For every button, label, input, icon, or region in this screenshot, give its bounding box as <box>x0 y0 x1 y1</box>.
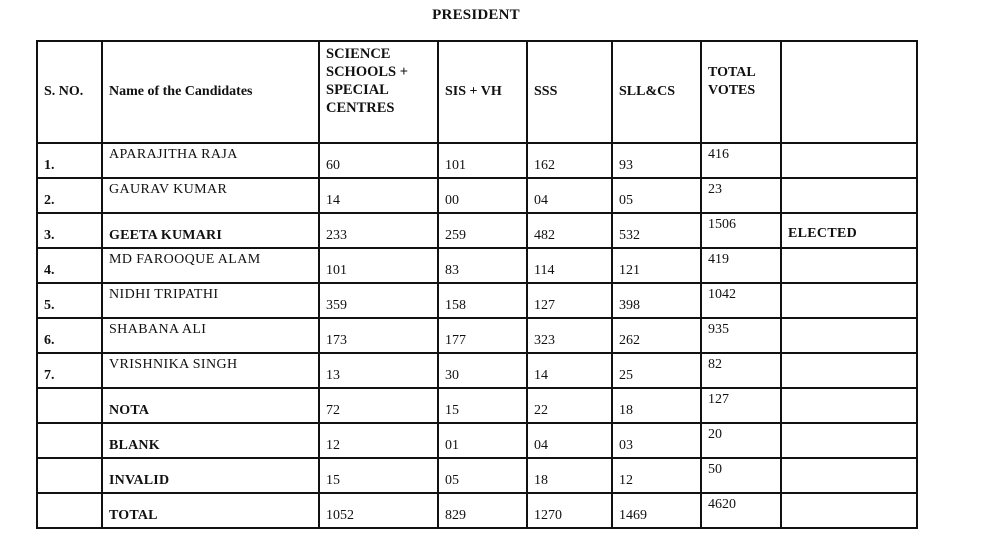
result-note-cell <box>781 213 917 248</box>
serial-number-cell <box>37 178 102 213</box>
sis-votes-cell <box>438 283 527 318</box>
science-votes: 359 <box>326 298 347 313</box>
result-note-cell <box>781 248 917 283</box>
serial-number-cell <box>37 143 102 178</box>
sis-votes: 259 <box>445 228 466 243</box>
sis-votes-cell <box>438 388 527 423</box>
science-votes-cell <box>319 178 438 213</box>
serial-number-cell <box>37 388 102 423</box>
sis-votes-cell <box>438 318 527 353</box>
candidate-name-cell <box>102 213 319 248</box>
sll-votes-cell <box>612 423 701 458</box>
candidate-name: APARAJITHA RAJA <box>109 147 238 162</box>
header-science-line2: SCHOOLS + <box>326 64 408 80</box>
header-sll: SLL&CS <box>612 41 701 143</box>
candidate-name-cell <box>102 283 319 318</box>
candidate-name-cell <box>102 318 319 353</box>
table-row <box>37 388 917 423</box>
sss-votes-cell <box>527 213 612 248</box>
sss-votes: 482 <box>534 228 555 243</box>
sll-votes: 532 <box>619 228 640 243</box>
serial-number: 2. <box>44 193 55 208</box>
result-note-cell <box>781 458 917 493</box>
sis-votes: 177 <box>445 333 466 348</box>
candidate-name-cell <box>102 178 319 213</box>
result-note-cell <box>781 143 917 178</box>
total-votes: 935 <box>708 322 729 337</box>
serial-number-cell <box>37 248 102 283</box>
science-votes-cell <box>319 283 438 318</box>
sll-votes-cell <box>612 318 701 353</box>
total-votes-cell <box>701 143 781 178</box>
candidate-name: GAURAV KUMAR <box>109 182 228 197</box>
sis-votes-cell <box>438 143 527 178</box>
table-row <box>37 213 917 248</box>
sll-votes-cell <box>612 388 701 423</box>
header-science-line4: CENTRES <box>326 100 395 116</box>
science-votes: 12 <box>326 438 340 453</box>
result-note-cell <box>781 178 917 213</box>
science-votes: 13 <box>326 368 340 383</box>
sss-votes: 162 <box>534 158 555 173</box>
sll-votes-cell <box>612 213 701 248</box>
serial-number-cell <box>37 458 102 493</box>
sis-votes-cell <box>438 458 527 493</box>
header-sis: SIS + VH <box>438 41 527 143</box>
sss-votes-cell <box>527 353 612 388</box>
table-row <box>37 178 917 213</box>
candidate-name-cell <box>102 493 319 528</box>
science-votes: 15 <box>326 473 340 488</box>
table-row <box>37 493 917 528</box>
sll-votes: 18 <box>619 403 633 418</box>
result-note-cell <box>781 283 917 318</box>
sll-votes-cell <box>612 353 701 388</box>
total-votes-cell <box>701 493 781 528</box>
sis-votes-cell <box>438 178 527 213</box>
science-votes-cell <box>319 423 438 458</box>
sss-votes: 18 <box>534 473 548 488</box>
serial-number-cell <box>37 318 102 353</box>
serial-number-cell <box>37 283 102 318</box>
header-science-line3: SPECIAL <box>326 82 389 98</box>
candidate-name-cell <box>102 248 319 283</box>
total-votes: 4620 <box>708 497 736 512</box>
total-votes-cell <box>701 458 781 493</box>
sis-votes: 05 <box>445 473 459 488</box>
serial-number-cell <box>37 423 102 458</box>
table-row <box>37 248 917 283</box>
sll-votes: 121 <box>619 263 640 278</box>
header-science-line1: SCIENCE <box>326 46 391 62</box>
table-row <box>37 143 917 178</box>
total-votes: 50 <box>708 462 722 477</box>
sis-votes: 01 <box>445 438 459 453</box>
sss-votes-cell <box>527 458 612 493</box>
candidate-name-cell <box>102 388 319 423</box>
sss-votes-cell <box>527 248 612 283</box>
sll-votes: 03 <box>619 438 633 453</box>
sis-votes-cell <box>438 248 527 283</box>
candidate-name: BLANK <box>109 438 160 453</box>
sss-votes-cell <box>527 388 612 423</box>
total-votes: 416 <box>708 147 729 162</box>
science-votes-cell <box>319 318 438 353</box>
sss-votes: 1270 <box>534 508 562 523</box>
sis-votes: 00 <box>445 193 459 208</box>
header-science <box>319 41 438 143</box>
sis-votes-cell <box>438 493 527 528</box>
total-votes: 23 <box>708 182 722 197</box>
science-votes-cell <box>319 388 438 423</box>
serial-number-cell <box>37 493 102 528</box>
sll-votes: 262 <box>619 333 640 348</box>
total-votes-cell <box>701 353 781 388</box>
science-votes-cell <box>319 493 438 528</box>
science-votes-cell <box>319 458 438 493</box>
sss-votes: 04 <box>534 438 548 453</box>
serial-number: 6. <box>44 333 55 348</box>
science-votes: 1052 <box>326 508 354 523</box>
sis-votes: 30 <box>445 368 459 383</box>
result-note-cell <box>781 388 917 423</box>
serial-number: 4. <box>44 263 55 278</box>
candidate-name: SHABANA ALI <box>109 322 207 337</box>
sll-votes-cell <box>612 178 701 213</box>
sss-votes: 14 <box>534 368 548 383</box>
sis-votes-cell <box>438 353 527 388</box>
serial-number-cell <box>37 353 102 388</box>
sis-votes-cell <box>438 423 527 458</box>
result-note-cell <box>781 423 917 458</box>
total-votes-cell <box>701 318 781 353</box>
science-votes-cell <box>319 143 438 178</box>
header-sno: S. NO. <box>37 41 102 143</box>
serial-number: 5. <box>44 298 55 313</box>
header-sss: SSS <box>527 41 612 143</box>
table-row <box>37 458 917 493</box>
sll-votes-cell <box>612 143 701 178</box>
table-row <box>37 423 917 458</box>
serial-number: 3. <box>44 228 55 243</box>
result-note: ELECTED <box>788 226 858 241</box>
result-note-cell <box>781 318 917 353</box>
total-votes: 82 <box>708 357 722 372</box>
candidate-name: TOTAL <box>109 508 158 523</box>
total-votes-cell <box>701 248 781 283</box>
sis-votes: 101 <box>445 158 466 173</box>
total-votes-cell <box>701 213 781 248</box>
serial-number-cell <box>37 213 102 248</box>
serial-number: 7. <box>44 368 55 383</box>
total-votes: 127 <box>708 392 729 407</box>
sis-votes: 83 <box>445 263 459 278</box>
sis-votes: 158 <box>445 298 466 313</box>
sll-votes: 398 <box>619 298 640 313</box>
science-votes: 173 <box>326 333 347 348</box>
total-votes: 1506 <box>708 217 736 232</box>
sss-votes-cell <box>527 318 612 353</box>
candidate-name-cell <box>102 143 319 178</box>
table-row <box>37 353 917 388</box>
total-votes: 419 <box>708 252 729 267</box>
sss-votes-cell <box>527 178 612 213</box>
header-total-line1: TOTAL <box>708 65 756 80</box>
science-votes: 60 <box>326 158 340 173</box>
header-total <box>701 41 781 143</box>
sss-votes: 22 <box>534 403 548 418</box>
results-table <box>36 40 918 529</box>
candidate-name-cell <box>102 458 319 493</box>
header-row <box>37 41 917 143</box>
total-votes: 1042 <box>708 287 736 302</box>
total-votes-cell <box>701 388 781 423</box>
science-votes: 101 <box>326 263 347 278</box>
sll-votes-cell <box>612 458 701 493</box>
table-row <box>37 318 917 353</box>
science-votes-cell <box>319 248 438 283</box>
sss-votes: 127 <box>534 298 555 313</box>
candidate-name-cell <box>102 353 319 388</box>
candidate-name: GEETA KUMARI <box>109 228 222 243</box>
total-votes-cell <box>701 178 781 213</box>
science-votes: 14 <box>326 193 340 208</box>
result-note-cell <box>781 353 917 388</box>
sss-votes-cell <box>527 423 612 458</box>
sss-votes-cell <box>527 493 612 528</box>
sss-votes: 323 <box>534 333 555 348</box>
candidate-name: VRISHNIKA SINGH <box>109 357 238 372</box>
candidate-name: NIDHI TRIPATHI <box>109 287 219 302</box>
sss-votes-cell <box>527 143 612 178</box>
sll-votes-cell <box>612 248 701 283</box>
science-votes-cell <box>319 213 438 248</box>
sll-votes: 93 <box>619 158 633 173</box>
sll-votes: 12 <box>619 473 633 488</box>
sis-votes: 15 <box>445 403 459 418</box>
sll-votes-cell <box>612 493 701 528</box>
page-title: PRESIDENT <box>432 7 520 23</box>
sll-votes: 1469 <box>619 508 647 523</box>
sis-votes-cell <box>438 213 527 248</box>
sll-votes-cell <box>612 283 701 318</box>
sss-votes-cell <box>527 283 612 318</box>
sss-votes: 04 <box>534 193 548 208</box>
serial-number: 1. <box>44 158 55 173</box>
candidate-name-cell <box>102 423 319 458</box>
sis-votes: 829 <box>445 508 466 523</box>
science-votes-cell <box>319 353 438 388</box>
total-votes-cell <box>701 423 781 458</box>
candidate-name: INVALID <box>109 473 170 488</box>
table-row <box>37 283 917 318</box>
science-votes: 233 <box>326 228 347 243</box>
candidate-name: NOTA <box>109 403 150 418</box>
sll-votes: 25 <box>619 368 633 383</box>
total-votes-cell <box>701 283 781 318</box>
sll-votes: 05 <box>619 193 633 208</box>
header-total-line2: VOTES <box>708 83 756 98</box>
total-votes: 20 <box>708 427 722 442</box>
header-note <box>781 41 917 143</box>
sss-votes: 114 <box>534 263 555 278</box>
science-votes: 72 <box>326 403 340 418</box>
candidate-name: MD FAROOQUE ALAM <box>109 252 261 267</box>
result-note-cell <box>781 493 917 528</box>
header-name: Name of the Candidates <box>102 41 319 143</box>
